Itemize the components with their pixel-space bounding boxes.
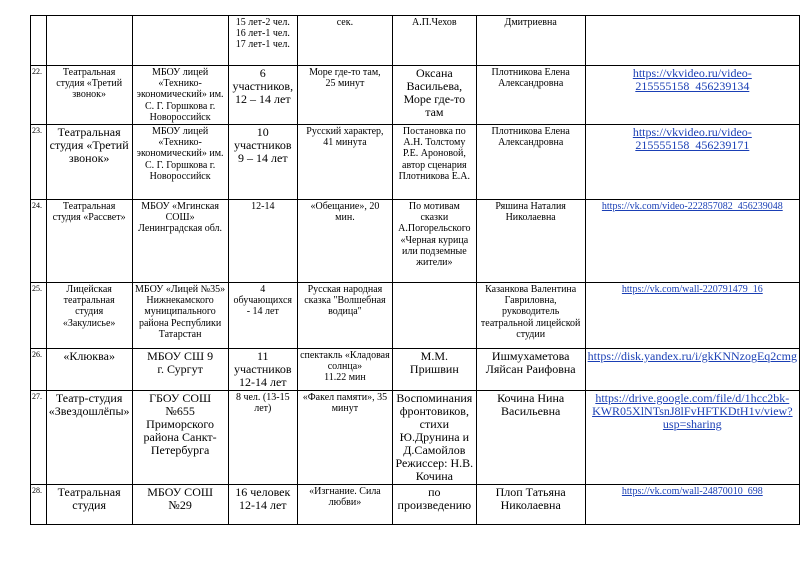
- cell-text: 6 участников, 12 – 14 лет: [232, 66, 294, 106]
- cell-text: Воспоминания фронтовиков, стихи Ю.Друнина и Д.Самойлов Режиссер: Н.В. Кочина: [395, 391, 474, 484]
- video-link[interactable]: https://vkvideo.ru/video-215555158_456239134: [632, 66, 752, 93]
- cell-text: Ряшина Наталия Николаевна: [495, 201, 566, 224]
- cell-text: 15 лет-2 чел. 16 лет-1 чел. 17 лет-1 чел.: [235, 17, 290, 51]
- cell-age: [228, 485, 297, 525]
- cell-school: [132, 391, 228, 485]
- cell-text: Постановка по А.Н. Толстому Р.Е. Ароновой, автор сценария Плотникова Е.А.: [398, 126, 471, 182]
- cell-title: [297, 125, 392, 200]
- cell-age: [228, 16, 297, 66]
- cell-age: [228, 125, 297, 200]
- cell-link: [585, 349, 799, 391]
- video-link[interactable]: https://disk.yandex.ru/i/gkKNNzogEq2cmg: [587, 349, 797, 364]
- cell-text: «Факел памяти», 35 минут: [302, 392, 388, 415]
- cell-text: 28.: [32, 486, 42, 496]
- cell-title: [297, 66, 392, 125]
- cell-text: Театр-студия «Звездошлёпы»: [48, 391, 130, 419]
- cell-studio: [46, 125, 132, 200]
- contest-table: [30, 15, 800, 525]
- cell-director: [476, 200, 585, 283]
- cell-text: МБОУ «Лицей №35» Нижнекамского муниципального района Республики Татарстан: [135, 284, 226, 340]
- cell-text: МБОУ СОШ №29: [147, 485, 213, 513]
- cell-age: [228, 200, 297, 283]
- cell-director: [476, 16, 585, 66]
- cell-studio: [46, 485, 132, 525]
- cell-studio: [46, 200, 132, 283]
- cell-text: Кочина Нина Васильевна: [497, 391, 565, 419]
- cell-author: [392, 66, 476, 125]
- cell-link: [585, 485, 799, 525]
- video-link[interactable]: https://vk.com/wall-220791479_16: [621, 284, 763, 296]
- cell-director: [476, 125, 585, 200]
- table-row: [31, 485, 800, 525]
- cell-text: 25.: [32, 284, 42, 294]
- cell-text: МБОУ лицей «Технико-экономический» им. С. Г. Горшкова г. Новороссийск: [136, 67, 224, 123]
- cell-link: [585, 16, 799, 66]
- cell-text: Ишмухаметова Ляйсан Раифовна: [485, 349, 576, 377]
- table-row: [31, 125, 800, 200]
- table-row: [31, 349, 800, 391]
- cell-num: [31, 16, 47, 66]
- cell-text: 8 чел. (13-15 лет): [235, 392, 290, 415]
- cell-title: [297, 485, 392, 525]
- cell-director: [476, 485, 585, 525]
- cell-link: [585, 125, 799, 200]
- cell-director: [476, 391, 585, 485]
- cell-school: [132, 283, 228, 349]
- cell-age: [228, 66, 297, 125]
- cell-title: [297, 283, 392, 349]
- cell-author: [392, 200, 476, 283]
- cell-text: МБОУ СШ 9 г. Сургут: [147, 349, 214, 377]
- cell-text: Театральная студия: [57, 485, 121, 513]
- cell-link: [585, 283, 799, 349]
- cell-author: [392, 349, 476, 391]
- cell-studio: [46, 283, 132, 349]
- cell-title: [297, 391, 392, 485]
- table-row: [31, 66, 800, 125]
- cell-text: 27.: [32, 392, 42, 402]
- cell-text: МБОУ «Мгинская СОШ» Ленинградская обл.: [138, 201, 223, 235]
- cell-text: Лицейская театральная студия «Закулисье»: [62, 284, 116, 329]
- cell-text: МБОУ лицей «Технико-экономический» им. С. Г. Горшкова г. Новороссийск: [136, 126, 224, 182]
- cell-text: «Клюква»: [63, 349, 115, 364]
- cell-text: 16 человек 12-14 лет: [235, 485, 291, 513]
- cell-studio: [46, 66, 132, 125]
- cell-num: [31, 485, 47, 525]
- cell-text: спектакль «Кладовая солнца» 11.22 мин: [300, 350, 390, 384]
- cell-title: [297, 349, 392, 391]
- cell-text: ГБОУ СОШ №655 Приморского района Санкт-Петербурга: [143, 391, 217, 458]
- cell-text: «Изгнание. Сила любви»: [309, 486, 381, 509]
- cell-age: [228, 349, 297, 391]
- cell-text: Русский характер, 41 минута: [306, 126, 384, 149]
- cell-text: 23.: [32, 126, 42, 136]
- cell-text: А.П.Чехов: [412, 17, 457, 28]
- cell-author: [392, 125, 476, 200]
- cell-link: [585, 66, 799, 125]
- cell-num: [31, 200, 47, 283]
- cell-link: [585, 200, 799, 283]
- cell-text: Море где-то там, 25 минут: [309, 67, 381, 90]
- cell-text: Театральная студия «Третий звонок»: [49, 125, 129, 166]
- cell-text: Русская народная сказка "Волшебная водица": [304, 284, 386, 318]
- table-row: [31, 283, 800, 349]
- video-link[interactable]: https://vk.com/wall-24870010_698: [621, 486, 763, 498]
- cell-num: [31, 66, 47, 125]
- video-link[interactable]: https://drive.google.com/file/d/1hcc2bk-KWR05XlNTsnJ8lFvHFTKDtH1v/view?usp=sharing: [592, 391, 793, 432]
- cell-num: [31, 391, 47, 485]
- cell-text: 10 участников 9 – 14 лет: [233, 125, 292, 166]
- table-row: [31, 16, 800, 66]
- cell-text: Плоп Татьяна Николаевна: [495, 485, 566, 513]
- cell-school: [132, 66, 228, 125]
- cell-text: 24.: [32, 201, 42, 211]
- cell-text: М.М. Пришвин: [409, 349, 459, 377]
- table-row: [31, 391, 800, 485]
- cell-text: 22.: [32, 67, 42, 76]
- cell-text: «Обещание», 20 мин.: [310, 201, 380, 224]
- cell-title: [297, 16, 392, 66]
- cell-text: 11 участников 12-14 лет: [233, 349, 292, 390]
- cell-text: по произведению: [397, 485, 472, 513]
- video-link[interactable]: https://vkvideo.ru/video-215555158_456239171: [632, 125, 752, 153]
- cell-school: [132, 485, 228, 525]
- cell-num: [31, 125, 47, 200]
- cell-author: [392, 283, 476, 349]
- cell-text: 4 обучающихся - 14 лет: [233, 284, 292, 318]
- cell-studio: [46, 16, 132, 66]
- video-link[interactable]: https://vk.com/video-222857082_456239048: [601, 201, 783, 213]
- cell-num: [31, 283, 47, 349]
- cell-author: [392, 391, 476, 485]
- cell-author: [392, 16, 476, 66]
- cell-title: [297, 200, 392, 283]
- cell-school: [132, 200, 228, 283]
- cell-studio: [46, 391, 132, 485]
- table-row: [31, 200, 800, 283]
- cell-school: [132, 16, 228, 66]
- cell-studio: [46, 349, 132, 391]
- cell-author: [392, 485, 476, 525]
- cell-director: [476, 283, 585, 349]
- cell-text: Плотникова Елена Александровна: [491, 67, 570, 90]
- cell-text: Оксана Васильева, Море где-то там: [403, 66, 466, 119]
- cell-text: 12-14: [251, 201, 275, 213]
- cell-text: Театральная студия «Третий звонок»: [56, 67, 123, 101]
- cell-text: По мотивам сказки А.Погорельского «Черная курица или подземные жители»: [398, 201, 471, 269]
- cell-director: [476, 66, 585, 125]
- document-page: [30, 15, 800, 525]
- cell-text: Дмитриевна: [504, 17, 557, 28]
- cell-text: сек.: [336, 17, 354, 28]
- cell-school: [132, 349, 228, 391]
- cell-age: [228, 391, 297, 485]
- cell-link: [585, 391, 799, 485]
- cell-text: Театральная студия «Рассвет»: [52, 201, 126, 224]
- cell-director: [476, 349, 585, 391]
- cell-age: [228, 283, 297, 349]
- cell-text: 26.: [32, 350, 42, 360]
- cell-num: [31, 349, 47, 391]
- cell-text: Плотникова Елена Александровна: [491, 126, 570, 149]
- cell-school: [132, 125, 228, 200]
- cell-text: Казанкова Валентина Гавриловна, руководитель театральной лицейской студии: [480, 284, 581, 340]
